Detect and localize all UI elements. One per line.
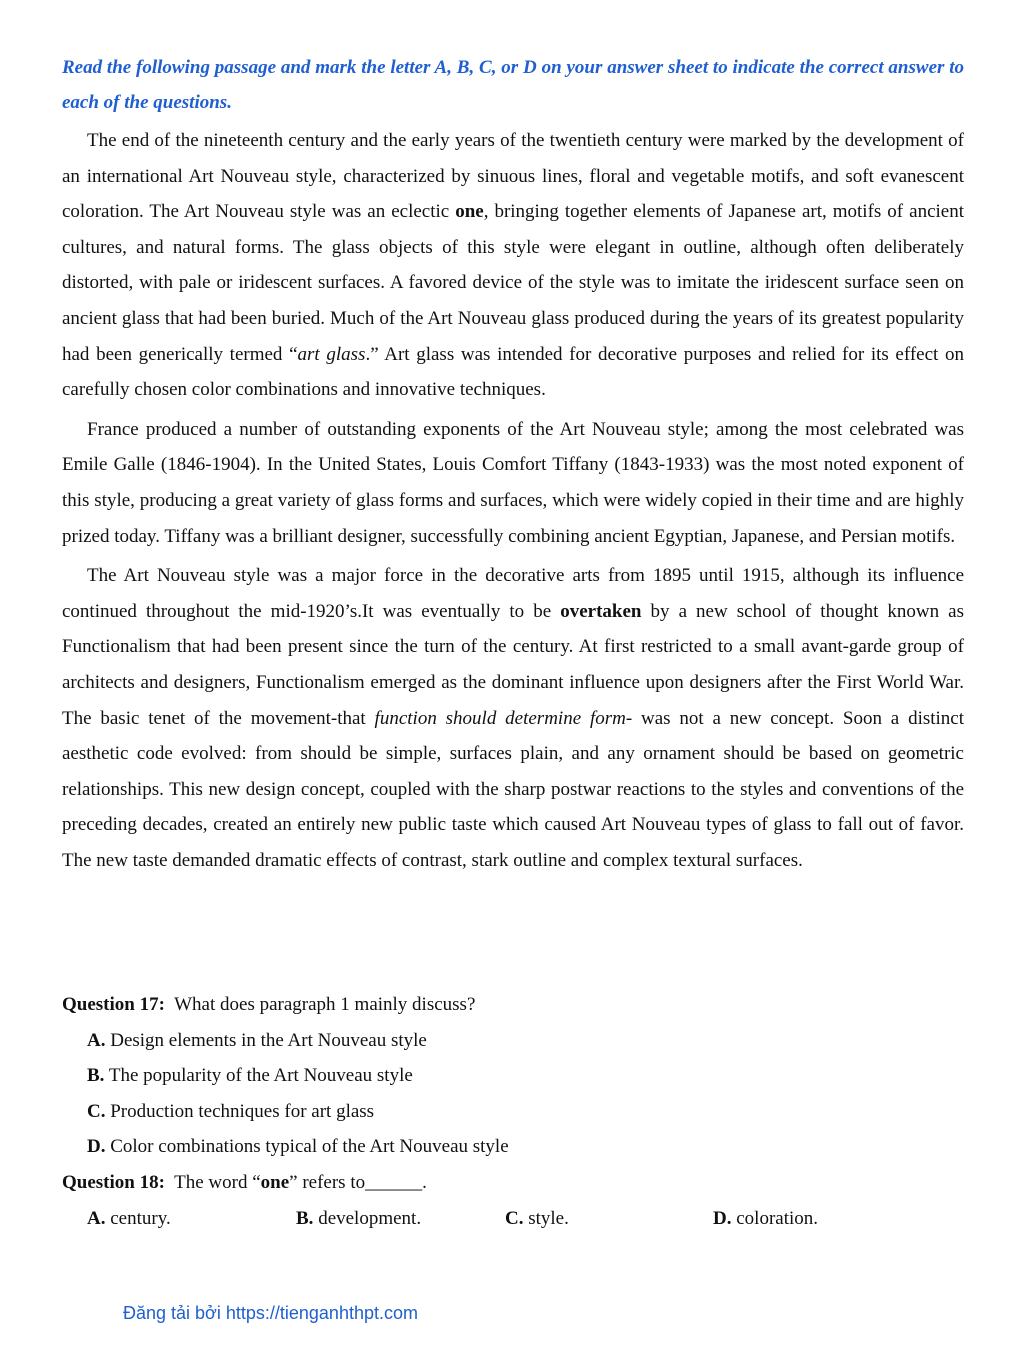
question-18-option-b[interactable]	[296, 1201, 421, 1237]
passage-paragraph-2: France produced a number of outstanding exponents of the Art Nouveau style; among the most celebrated was Emile Galle (1846-1904). In the United States, Louis Comfort Tiffany (1843-1933) was the most noted exponent of this style, producing a great variety of glass forms and surfaces, which were widely copied in their time and are highly prized today. Tiffany was a brilliant designer, successfully combining ancient Egyptian, Japanese, and Persian motifs.	[62, 418, 964, 547]
passage-paragraph-3	[62, 558, 964, 878]
option-text: Production techniques for art glass	[110, 1100, 375, 1122]
question-17-stem	[62, 987, 964, 1023]
question-18-stem	[62, 1165, 964, 1201]
instruction-text: Read the following passage and mark the letter A, B, C, or D on your answer sheet to indicate the correct answer to each of the questions.	[62, 57, 964, 113]
question-18-options	[62, 1201, 964, 1237]
question-18-label: Question 18:	[62, 1171, 165, 1193]
question-17-option-c[interactable]	[62, 1094, 964, 1130]
questions-section	[62, 987, 964, 1237]
option-text: style.	[528, 1207, 569, 1229]
p3-bold-word: overtaken	[560, 600, 642, 622]
option-letter: A.	[87, 1207, 106, 1229]
p1-text-a: The end of the nineteenth century and the early years of the twentieth century were marked by the development of an international Art Nouveau style, characterized by sinuous lines, floral and vegetable motifs, and soft evanescent coloration. The Art Nouveau style was an eclectic	[62, 130, 964, 223]
p1-bold-word: one	[455, 201, 484, 223]
question-18-option-a[interactable]	[87, 1201, 171, 1237]
question-18-bold-word: one	[260, 1171, 290, 1193]
option-text: century.	[110, 1207, 171, 1229]
question-17-option-b[interactable]	[62, 1058, 964, 1094]
option-letter: C.	[87, 1100, 106, 1122]
p1-italic-term: art glass	[297, 343, 366, 365]
p3-text-c: was not a new concept. Soon a distinct aesthetic code evolved: from should be simple, surfaces plain, and any ornament should be based on geometric relationships. This new design concept, coupled with the sharp postwar reactions to the styles and conventions of the preceding decades, created an entirely new public taste which caused Art Nouveau types of glass to fall out of favor. The new taste demanded dramatic effects of contrast, stark outline and complex textural surfaces.	[62, 707, 965, 871]
p3-text-a: The Art Nouveau style was a major force in the decorative arts from 1895 until 1915, although its influence continued throughout the mid-1920’s.It was eventually to be	[62, 565, 964, 622]
option-text: Color combinations typical of the Art Nouveau style	[110, 1136, 509, 1158]
option-text: coloration.	[736, 1207, 819, 1229]
option-text: development.	[318, 1207, 422, 1229]
p1-text-c: .” Art glass was intended for decorative purposes and relied for its effect on carefully chosen color combinations and innovative techniques.	[62, 343, 964, 401]
option-letter: C.	[505, 1207, 524, 1229]
option-letter: B.	[87, 1065, 105, 1087]
question-18-text-a: The word “	[174, 1171, 261, 1193]
p1-text-b: , bringing together elements of Japanese art, motifs of ancient cultures, and natural forms. The glass objects of this style were elegant in outline, although often deliberately distorted, with pale or iridescent surfaces. A favored device of the style was to imitate the iridescent surface seen on ancient glass that had been buried. Much of the Art Nouveau glass produced during the years of its greatest popularity had been generically termed “	[62, 201, 964, 365]
footer-source-link[interactable]: Đăng tải bởi https://tienganhthpt.com	[123, 1303, 418, 1323]
question-18	[62, 1165, 964, 1237]
question-17-option-d[interactable]	[62, 1129, 964, 1165]
option-text: Design elements in the Art Nouveau style	[110, 1029, 427, 1051]
reading-passage	[62, 123, 964, 882]
option-letter: D.	[713, 1207, 732, 1229]
question-17-label: Question 17:	[62, 994, 165, 1015]
question-17	[62, 987, 964, 1165]
question-18-text-b: ” refers to______.	[289, 1171, 427, 1193]
option-letter: B.	[296, 1207, 314, 1229]
option-letter: A.	[87, 1029, 106, 1051]
option-letter: D.	[87, 1136, 106, 1158]
p3-text-b: by a new school of thought known as Functionalism that had been present since the turn of the century. At first restricted to a small avant-garde group of architects and designers, Functionalism emerged as the dominant influence upon designers after the First World War. The basic tenet of the movement-that	[62, 600, 964, 729]
question-17-option-a[interactable]	[62, 1023, 964, 1059]
option-text: The popularity of the Art Nouveau style	[108, 1065, 413, 1087]
question-18-option-c[interactable]	[505, 1201, 569, 1237]
question-17-text: What does paragraph 1 mainly discuss?	[174, 994, 476, 1015]
question-18-option-d[interactable]	[713, 1201, 818, 1237]
passage-paragraph-1	[62, 123, 964, 408]
p3-italic-phrase: function should determine form-	[374, 707, 633, 729]
